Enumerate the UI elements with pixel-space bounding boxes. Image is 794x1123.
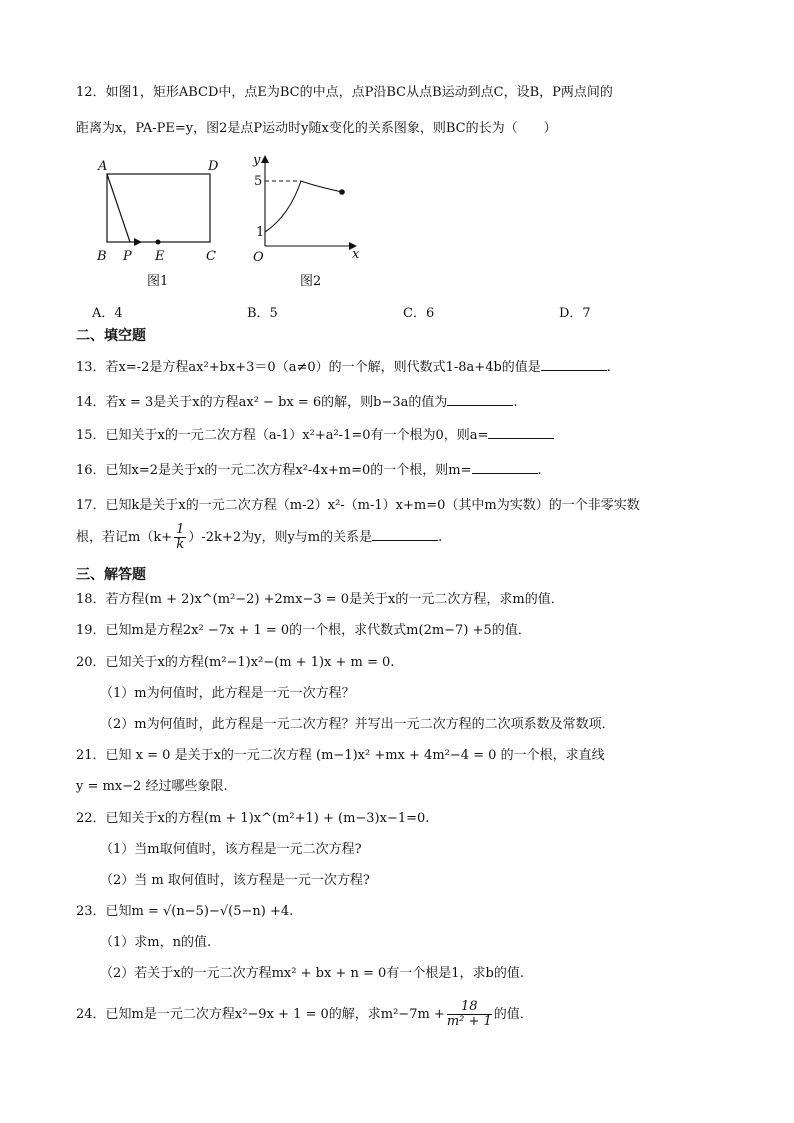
figure-1-caption: 图1 bbox=[147, 274, 169, 289]
q20-stem: 20．已知关于x的方程(m²−1)x²−(m + 1)x + m = 0. bbox=[76, 655, 395, 670]
option-a: A．4 bbox=[92, 306, 123, 321]
q14-end: . bbox=[513, 395, 518, 410]
q24-pre: 24．已知m是一元二次方程x²−9x + 1 = 0的解，求m²−7m + bbox=[76, 1007, 445, 1022]
q21-line2: y = mx−2 经过哪些象限. bbox=[76, 779, 228, 794]
q16-text: 16．已知x=2是关于x的一元二次方程x²-4x+m=0的一个根，则m= bbox=[76, 463, 472, 478]
q24-frac-den: m² + 1 bbox=[446, 1014, 492, 1029]
q17-fraction bbox=[174, 523, 186, 552]
q24-post: 的值． bbox=[493, 1007, 533, 1022]
q24 bbox=[76, 1000, 533, 1029]
q13 bbox=[76, 358, 611, 377]
q17-post: ）-2k+2为y，则y与m的关系是 bbox=[188, 530, 373, 545]
curve-falling bbox=[301, 181, 342, 192]
option-c: C．6 bbox=[403, 306, 435, 321]
q17-blank bbox=[372, 528, 438, 541]
q17-frac-num: 1 bbox=[176, 522, 185, 537]
section-fill-in-heading: 二、填空题 bbox=[76, 328, 146, 344]
q13-blank bbox=[541, 358, 607, 371]
q17-pre: 根，若记m（k+ bbox=[76, 530, 173, 545]
q17-end: . bbox=[438, 530, 443, 545]
option-b: B．5 bbox=[247, 306, 278, 321]
label-b: B bbox=[97, 249, 107, 264]
q20-part1: （1）m为何值时，此方程是一元一次方程？ bbox=[100, 686, 355, 701]
q15-blank bbox=[488, 426, 554, 439]
q14-blank bbox=[447, 393, 513, 406]
q18: 18．若方程(m + 2)x^(m²−2) +2mx−3 = 0是关于x的一元二次方程，求m的值． bbox=[76, 592, 564, 607]
figure-2 bbox=[245, 150, 370, 295]
label-p: P bbox=[123, 249, 132, 264]
figure-1 bbox=[90, 156, 230, 291]
q16-end: . bbox=[537, 463, 542, 478]
q21-line1: 21．已知 x = 0 是关于x的一元二次方程 (m−1)x² +mx + 4m²−4 = 0 的一个根，求直线 bbox=[76, 748, 605, 763]
q24-fraction bbox=[447, 1000, 492, 1029]
label-origin: O bbox=[253, 250, 264, 265]
q17-frac-den: k bbox=[176, 537, 185, 552]
q19: 19．已知m是方程2x² −7x + 1 = 0的一个根，求代数式m(2m−7) +5的值． bbox=[76, 623, 531, 638]
q22-part2: （2）当 m 取何值时，该方程是一元一次方程? bbox=[100, 873, 370, 888]
point-e bbox=[156, 240, 161, 245]
arrow-on-bc bbox=[134, 238, 142, 246]
q23-stem: 23．已知m = √(n−5)−√(5−n) +4. bbox=[76, 904, 294, 919]
q24-frac-num: 18 bbox=[447, 1000, 492, 1015]
y-axis-arrow bbox=[261, 155, 269, 163]
q17-line2 bbox=[76, 523, 442, 552]
q16 bbox=[76, 461, 542, 480]
label-c: C bbox=[206, 249, 216, 264]
q12-line2: 距离为x，PA-PE=y，图2是点P运动时y随x变化的关系图象，则BC的长为（ ） bbox=[76, 121, 557, 136]
label-d: D bbox=[208, 159, 219, 174]
q22-part1: （1）当m取何值时，该方程是一元二次方程? bbox=[100, 842, 362, 857]
label-one: 1 bbox=[256, 225, 265, 240]
figure-2-caption: 图2 bbox=[300, 274, 322, 289]
q12-line1: 12．如图1，矩形ABCD中，点E为BC的中点，点P沿BC从点B运动到点C，设B，P两点间的 bbox=[76, 85, 613, 100]
q14-text: 14．若x = 3是关于x的方程ax² − bx = 6的解，则b−3a的值为 bbox=[76, 395, 448, 410]
rectangle-abcd bbox=[107, 174, 210, 242]
curve-end-point bbox=[339, 189, 345, 195]
q17-line1: 17．已知k是关于x的一元二次方程（m-2）x²-（m-1）x+m=0（其中m为实数）的一个非零实数 bbox=[76, 498, 640, 513]
q14 bbox=[76, 393, 518, 412]
option-d: D．7 bbox=[559, 306, 591, 321]
label-five: 5 bbox=[254, 174, 263, 189]
q23-part2: （2）若关于x的一元二次方程mx² + bx + n = 0有一个根是1，求b的值. bbox=[100, 966, 524, 981]
q23-part1: （1）求m，n的值. bbox=[100, 935, 212, 950]
section-solution-heading: 三、解答题 bbox=[76, 567, 146, 583]
label-x: x bbox=[352, 247, 360, 262]
q15-text: 15．已知关于x的一元二次方程（a-1）x²+a²-1=0有一个根为0，则a= bbox=[76, 428, 489, 443]
q22-stem: 22．已知关于x的方程(m + 1)x^(m²+1) + (m−3)x−1=0. bbox=[76, 811, 430, 826]
label-y: y bbox=[253, 153, 261, 168]
q16-blank bbox=[472, 461, 538, 474]
segment-ap bbox=[107, 174, 130, 242]
label-e: E bbox=[155, 249, 165, 264]
q13-end: . bbox=[606, 360, 611, 375]
label-a: A bbox=[98, 159, 108, 174]
q15 bbox=[76, 426, 554, 445]
q20-part2: （2）m为何值时，此方程是一元二次方程？并写出一元二次方程的二次项系数及常数项． bbox=[100, 717, 615, 732]
curve-rising bbox=[265, 181, 301, 232]
q13-text: 13．若x=-2是方程ax²+bx+3＝0（a≠0）的一个解，则代数式1-8a+4b的值是 bbox=[76, 360, 541, 375]
